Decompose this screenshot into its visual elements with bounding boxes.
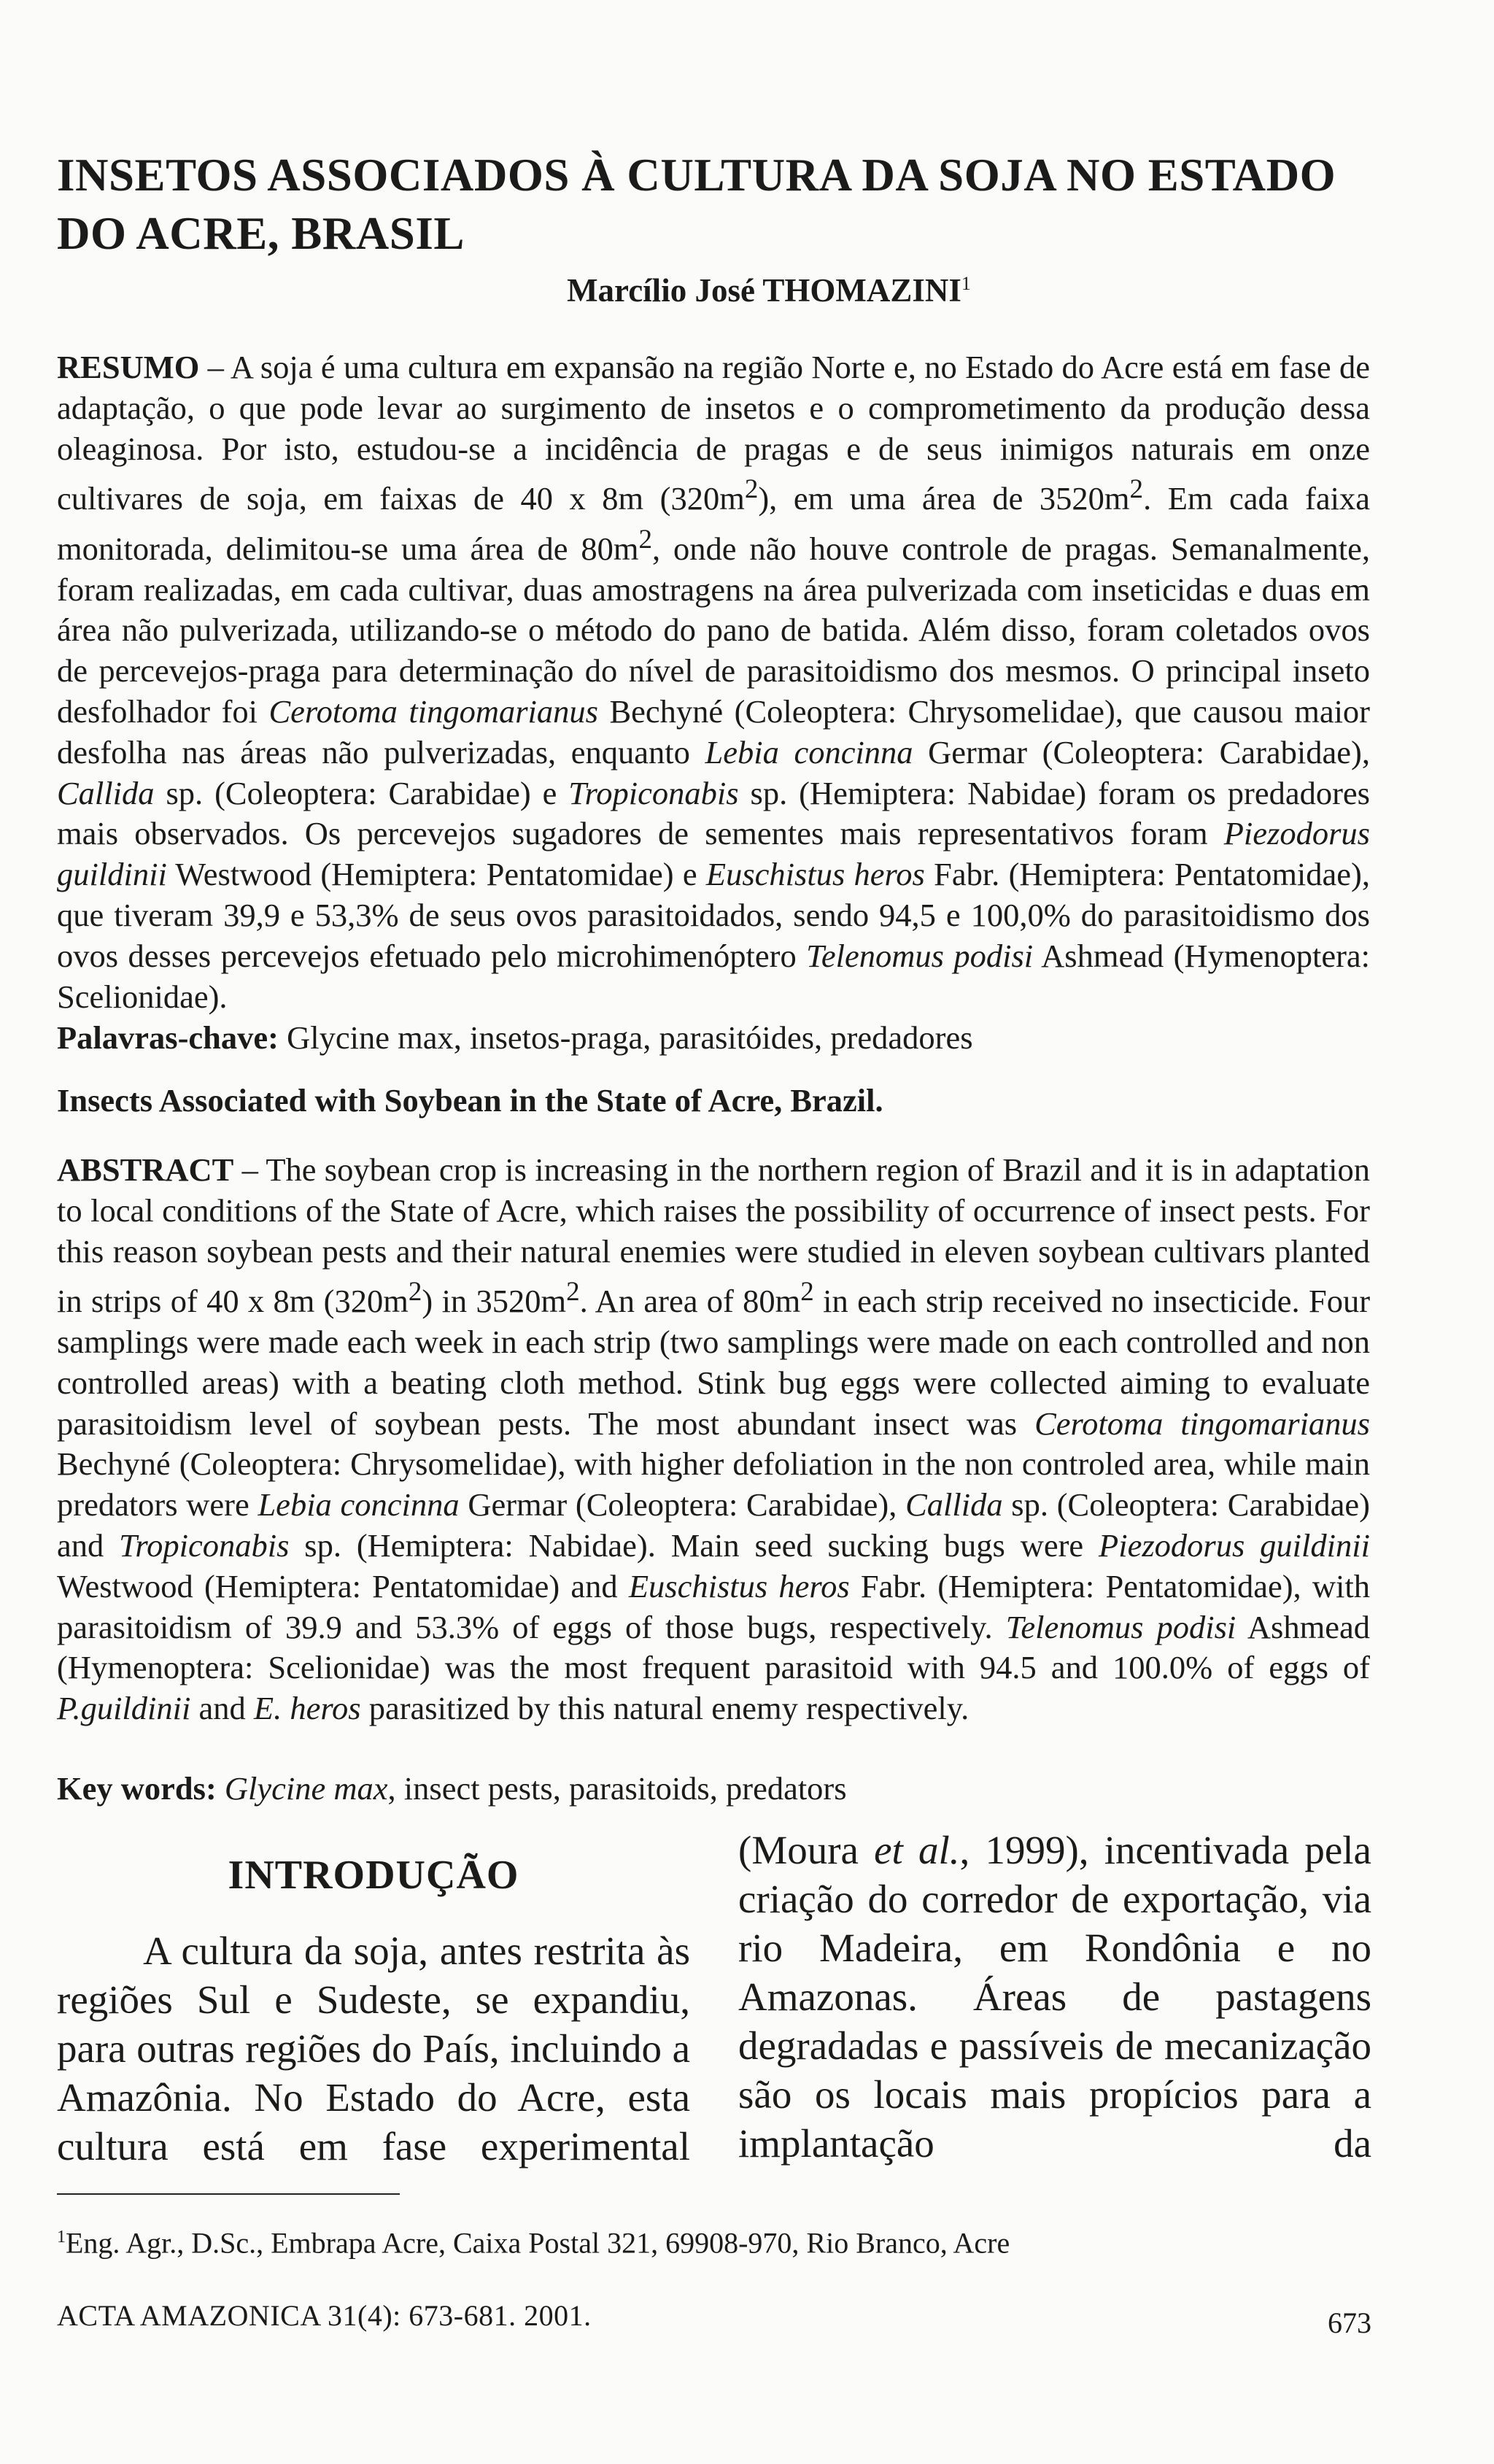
introducao-text: , 1999), incentivada pela criação do corredor de exportação, via rio Madeira, em Rondônia e no Amazonas. Áreas de pastagens degradadas e passíveis de mecanização são os locais mais propícios para a implantação da [738, 1828, 1371, 2166]
introducao-text: (Moura [738, 1828, 875, 1872]
journal-reference: ACTA AMAZONICA 31(4): 673-681. 2001. [57, 2299, 592, 2332]
palavras-chave [57, 1017, 1370, 1058]
species-name: P.guildinii [57, 1690, 191, 1727]
species-name: Cerotoma tingomarianus [1034, 1405, 1370, 1442]
abstract-text: ) in 3520m [422, 1283, 567, 1320]
introducao-heading: INTRODUÇÃO [228, 1853, 519, 1898]
key-words-text: , insect pests, parasitoids, predators [387, 1770, 847, 1807]
abstract-text: Germar (Coleoptera: Carabidae), [459, 1486, 906, 1523]
abstract-label: ABSTRACT [57, 1151, 234, 1188]
footnote-divider [57, 2193, 400, 2195]
abstract-text: in each strip received no insecticide. Four samplings were made each week in each strip (two samplings were made on each controlled and non controlled areas) with a beating cloth method. Stink bug eggs were collected aiming to evaluate parasitoidism level of soybean pests. The most abundant insect was [57, 1283, 1371, 1442]
resumo-text: , onde não houve controle de pragas. Semanalmente, foram realizadas, em cada cultivar, duas amostragens na área pulverizada com inseticidas e duas em área não pulverizada, utilizando-se o método do pano de batida. Além disso, foram coletados ovos de percevejos-praga para determinação do nível de parasitoidismo dos mesmos. O principal inseto desfolhador foi [57, 530, 1371, 730]
abstract-paragraph [57, 1150, 1370, 1729]
superscript: 2 [408, 1277, 422, 1308]
species-name: Euschistus heros [628, 1567, 850, 1604]
footnote [57, 2218, 1370, 2262]
key-words [57, 1768, 1370, 1809]
species-name: Telenomus podisi [806, 937, 1034, 974]
author-name: Marcílio José THOMAZINI [567, 272, 961, 309]
palavras-chave-label: Palavras-chave: [57, 1019, 279, 1056]
species-name: Tropiconabis [119, 1527, 290, 1564]
species-name: Callida [905, 1486, 1003, 1523]
key-words-label: Key words: [57, 1770, 217, 1807]
species-name: Tropiconabis [568, 774, 739, 811]
footnote-text: Eng. Agr., D.Sc., Embrapa Acre, Caixa Postal 321, 69908-970, Rio Branco, Acre [66, 2226, 1010, 2260]
abstract-text: sp. (Hemiptera: Nabidae). Main seed sucking bugs were [289, 1527, 1099, 1564]
species-name: Piezodorus guildinii [57, 815, 1370, 893]
introducao-left-column: A cultura da soja, antes restrita às regiões Sul e Sudeste, se expandiu, para outras regiões do País, incluindo a Amazônia. No Estado do Acre, esta cultura está em fase experimental [57, 1928, 690, 2168]
introducao-right-column [738, 1826, 1371, 2168]
palavras-chave-text: Glycine max, insetos-praga, parasitóides, predadores [279, 1019, 973, 1056]
superscript: 2 [744, 474, 759, 505]
resumo-text: . Em cada faixa monitorada, delimitou-se uma área de 80m [57, 480, 1370, 567]
resumo-paragraph [57, 347, 1370, 1017]
english-title: Insects Associated with Soybean in the State of Acre, Brazil. [57, 1082, 883, 1119]
page-number: 673 [1328, 2306, 1371, 2339]
species-name: Callida [57, 774, 155, 811]
article-title: INSETOS ASSOCIADOS À CULTURA DA SOJA NO ESTADO DO ACRE, BRASIL [57, 150, 1336, 259]
footnote-marker: 1 [57, 2228, 66, 2247]
resumo-text: ), em uma área de 3520m [758, 480, 1130, 517]
species-name: Glycine max [224, 1770, 388, 1807]
author-footnote-marker: 1 [961, 273, 971, 294]
abstract-text: parasitized by this natural enemy respectively. [360, 1690, 969, 1727]
species-name: Euschistus heros [705, 856, 925, 893]
resumo-text: sp. (Coleoptera: Carabidae) e [154, 774, 569, 811]
superscript: 2 [638, 525, 653, 555]
species-name: Lebia concinna [705, 733, 913, 771]
resumo-text: – A soja é uma cultura em expansão na região Norte e, no Estado do Acre está em fase de adaptação, o que pode levar ao surgimento de insetos e o comprometimento da produção dessa oleaginosa. Por isto, estudou-se a incidência de pragas e de seus inimigos naturais em onze cultivares de soja, em faixas de 40 x 8m (320m [57, 349, 1370, 517]
citation-etal: et al. [874, 1828, 960, 1872]
resumo-text: Fabr. (Hemiptera: Pentatomidae), que tiveram 39,9 e 53,3% de seus ovos parasitoidados, sendo 94,5 e 100,0% do parasitoidismo dos ovos desses percevejos efetuado pelo microhimenóptero [57, 856, 1370, 974]
resumo-text: Bechyné (Coleoptera: Chrysomelidae), que causou maior desfolha nas áreas não pulverizadas, enquanto [57, 693, 1370, 771]
abstract-text: sp. (Coleoptera: Carabidae) and [57, 1486, 1370, 1564]
abstract-text: Bechyné (Coleoptera: Chrysomelidae), with higher defoliation in the non controled area, while main predators were [57, 1445, 1370, 1523]
resumo-text: Germar (Coleoptera: Carabidae), [913, 733, 1370, 771]
abstract-text: – The soybean crop is increasing in the northern region of Brazil and it is in adaptation to local conditions of the State of Acre, which raises the possibility of occurrence of insect pests. For this reason soybean pests and their natural enemies were studied in eleven soybean cultivars planted in strips of 40 x 8m (320m [57, 1151, 1370, 1320]
superscript: 2 [1129, 474, 1144, 505]
superscript: 2 [566, 1277, 580, 1308]
species-name: Telenomus podisi [1005, 1608, 1236, 1645]
species-name: Cerotoma tingomarianus [268, 693, 598, 730]
author-line [0, 271, 1494, 309]
abstract-text: . An area of 80m [579, 1283, 801, 1320]
abstract-text: Fabr. (Hemiptera: Pentatomidae), with parasitoidism of 39.9 and 53.3% of eggs of those bugs, respectively. [57, 1567, 1370, 1645]
superscript: 2 [800, 1277, 814, 1308]
species-name: Lebia concinna [258, 1486, 460, 1523]
abstract-text: Westwood (Hemiptera: Pentatomidae) and [57, 1567, 629, 1604]
species-name: Piezodorus guildinii [1099, 1527, 1370, 1564]
species-name: E. heros [253, 1690, 361, 1727]
resumo-text: Westwood (Hemiptera: Pentatomidae) e [166, 856, 706, 893]
abstract-text: Ashmead (Hymenoptera: Scelionidae) was the most frequent parasitoid with 94.5 and 100.0% of eggs of [57, 1608, 1370, 1686]
resumo-text: sp. (Hemiptera: Nabidae) foram os predadores mais observados. Os percevejos sugadores de sementes mais representativos foram [57, 774, 1370, 852]
abstract-text: and [190, 1690, 254, 1727]
resumo-text: Ashmead (Hymenoptera: Scelionidae). [57, 937, 1370, 1015]
resumo-label: RESUMO [57, 349, 200, 385]
